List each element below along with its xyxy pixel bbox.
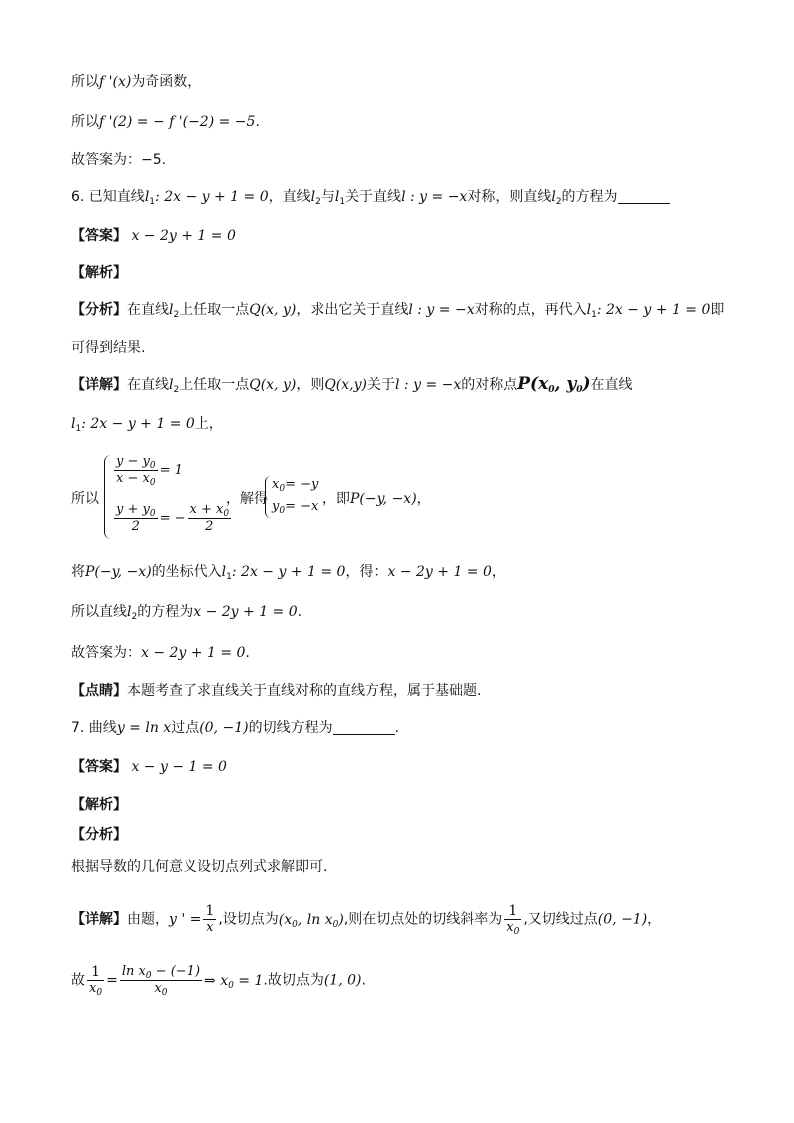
jiexi-7 <box>71 795 127 815</box>
analysis-tag: 【分析】 <box>71 302 127 318</box>
text: 所以直线 <box>71 604 127 620</box>
math: ⇒ $x_0 = 1$ <box>204 972 264 991</box>
math: P(−y, −x) <box>85 564 152 580</box>
text-line <box>71 602 302 622</box>
left-brace <box>104 455 111 539</box>
text-line <box>71 72 201 92</box>
math: l <box>586 302 592 318</box>
math: l <box>169 302 174 318</box>
text: 的方程为 <box>137 604 194 620</box>
math: (0, −1) <box>199 720 249 736</box>
text-line <box>71 150 166 170</box>
system-eq-2: $\frac{y + y_0}{2}$ = − $\frac{x + x_0}{2}$ <box>116 502 230 534</box>
detail-tag: 【详解】 <box>71 377 127 393</box>
text: . <box>245 645 250 661</box>
text: 的切线方程为 <box>248 720 333 736</box>
fraction: $\frac{1}{x_0}$ <box>506 903 520 937</box>
detail-7 <box>71 903 661 936</box>
answer-blank <box>618 189 670 204</box>
subscript: 2 <box>131 612 138 622</box>
detail-6 <box>71 374 633 395</box>
subscript: 1 <box>226 572 232 582</box>
answer-6 <box>71 226 236 246</box>
text: 在直线 <box>590 377 633 393</box>
text: 为奇函数， <box>131 74 202 90</box>
math: : 2x − y + 1 = 0 <box>231 564 346 580</box>
jiexi-tag: 【解析】 <box>71 265 127 281</box>
text: 的坐标代入 <box>151 564 222 580</box>
math: l <box>551 189 556 205</box>
text: ，解得 <box>226 491 268 507</box>
text-line: 故 $\frac{1}{x_0}$ = $\frac{\ln x_0 - (-1)}{x_0}$ ⇒ $x_0 = 1$.故切点为(1, 0). <box>71 964 366 998</box>
subscript: 2 <box>173 385 180 395</box>
math: x − 2y + 1 = 0 <box>387 564 492 580</box>
math: f '(x) <box>99 74 132 90</box>
text: 的方程为 <box>561 189 618 205</box>
math: : 2x − y + 1 = 0 <box>596 302 711 318</box>
math: x − 2y + 1 = 0 <box>141 645 246 661</box>
math: l <box>310 189 316 205</box>
analysis-tag: 【分析】 <box>71 827 127 843</box>
math: l <box>334 189 340 205</box>
text: 由题， <box>127 911 169 928</box>
text-line <box>71 643 250 663</box>
solution-1: $x_0= -y$ <box>272 477 319 494</box>
subscript: 2 <box>173 310 180 320</box>
fraction: $\frac{x + x_0}{2}$ <box>189 502 230 534</box>
analysis-7 <box>71 825 127 845</box>
math: P(−y, −x) <box>350 491 417 507</box>
subscript: 1 <box>75 424 82 434</box>
math: : 2x − y + 1 = 0 <box>155 189 269 205</box>
text: 根据导数的几何意义设切点列式求解即可. <box>71 859 328 875</box>
dianjing-tag: 【点睛】 <box>71 683 127 699</box>
text: ，即 <box>322 491 350 507</box>
math: : 2x − y + 1 = 0 <box>81 416 195 432</box>
text: 所以 <box>71 491 99 507</box>
text: 的对称点 <box>461 377 518 393</box>
math: l : y = −x <box>401 189 468 205</box>
text: 6. 已知直线 <box>71 189 145 205</box>
question-7 <box>71 718 399 738</box>
math: l <box>169 377 174 393</box>
text: 即 <box>710 302 725 318</box>
subscript: 2 <box>315 197 321 207</box>
jiexi-tag: 【解析】 <box>71 797 127 813</box>
text: 对称的点，再代入 <box>474 302 587 318</box>
text: ,设切点为 <box>218 911 279 928</box>
math: x − 2y + 1 = 0 <box>193 604 298 620</box>
fraction: $\frac{y + y_0}{2}$ <box>116 502 156 534</box>
subscript: 1 <box>149 197 156 207</box>
system-eq-1: $\frac{y - y_0}{x - x_0}$ = 1 <box>116 454 183 488</box>
text: . <box>297 604 303 620</box>
answer-tag: 【答案】 <box>71 759 127 775</box>
fraction: $\frac{1}{x_0}$ <box>89 964 103 998</box>
math: l <box>144 189 150 205</box>
text-line <box>71 112 260 132</box>
text: 本题考查了求直线关于直线对称的直线方程，属于基础题. <box>127 683 482 699</box>
math: ($x_0$, $\ln x_0$) <box>278 911 344 930</box>
text-line <box>322 489 431 509</box>
text: . <box>255 114 260 130</box>
text-line <box>71 414 223 434</box>
answer-math: x − 2y + 1 = 0 <box>131 228 236 244</box>
math: y ' = <box>169 911 202 928</box>
text: 所以 <box>71 114 99 130</box>
text: 故 <box>71 972 85 989</box>
analysis-6 <box>71 300 724 320</box>
text: 上任取一点 <box>179 377 250 393</box>
text-line <box>71 857 327 877</box>
math: l <box>221 564 227 580</box>
detail-tag: 【详解】 <box>71 911 127 928</box>
text: ,则在切点处的切线斜率为 <box>343 911 503 928</box>
text: . <box>394 720 400 736</box>
subscript: 1 <box>339 197 346 207</box>
solution-2: $y_0= -x$ <box>272 499 319 516</box>
text: 所以 <box>71 74 99 90</box>
text: ，得： <box>345 564 388 580</box>
math: y = ln x <box>116 720 172 736</box>
math: (1, 0) <box>323 972 362 989</box>
text: 在直线 <box>127 377 169 393</box>
text: ，直线 <box>268 189 311 205</box>
text: ， <box>416 491 431 507</box>
text: 上， <box>194 416 223 432</box>
text: 上任取一点 <box>179 302 250 318</box>
question-6 <box>71 187 670 207</box>
text: 关于直线 <box>345 189 402 205</box>
fraction: $\frac{y - y_0}{x - x_0}$ <box>116 454 156 488</box>
subscript: 2 <box>555 197 562 207</box>
text: 将 <box>71 564 85 580</box>
text: 与 <box>320 189 335 205</box>
math: Q(x, y) <box>249 377 297 393</box>
text: .故切点为 <box>263 972 324 989</box>
text: ，则 <box>296 377 325 393</box>
answer-math: x − y − 1 = 0 <box>131 759 227 775</box>
text: 对称，则直线 <box>467 189 552 205</box>
answer-7 <box>71 757 227 777</box>
text: 7. 曲线 <box>71 720 117 736</box>
subscript: 1 <box>591 310 597 320</box>
system-prefix <box>71 489 99 509</box>
answer-tag: 【答案】 <box>71 228 127 244</box>
text: 在直线 <box>127 302 169 318</box>
math: l : y = −x <box>408 302 475 318</box>
math: l <box>127 604 132 620</box>
left-brace <box>265 476 271 518</box>
text: 可得到结果. <box>71 340 146 356</box>
point-p: $P(x_0$, $y_0$) <box>517 374 591 395</box>
math: Q(x, y) <box>249 302 297 318</box>
math: (0, −1) <box>597 911 648 928</box>
fraction: $\frac{\ln x_0 - (-1)}{x_0}$ <box>121 964 201 998</box>
text: ， <box>491 564 506 580</box>
math: l <box>71 416 76 432</box>
text: ，求出它关于直线 <box>296 302 409 318</box>
math: l : y = −x <box>394 377 462 393</box>
math: f '(2) = − f '(−2) = −5 <box>99 114 256 130</box>
math: Q(x,y) <box>324 377 367 393</box>
text: . <box>361 972 366 989</box>
text: 故答案为： <box>71 645 141 661</box>
text: 过点 <box>171 720 200 736</box>
text-line <box>71 562 506 582</box>
text: 关于 <box>366 377 395 393</box>
jiexi-6 <box>71 263 127 283</box>
text: 故答案为：−5. <box>71 152 167 168</box>
dianjing-6 <box>71 681 481 701</box>
text: ， <box>647 911 662 928</box>
answer-blank <box>333 720 395 735</box>
text: ,又切线过点 <box>523 911 598 928</box>
text-line <box>71 338 145 358</box>
fraction: $\frac{1}{x}$ <box>205 903 215 935</box>
